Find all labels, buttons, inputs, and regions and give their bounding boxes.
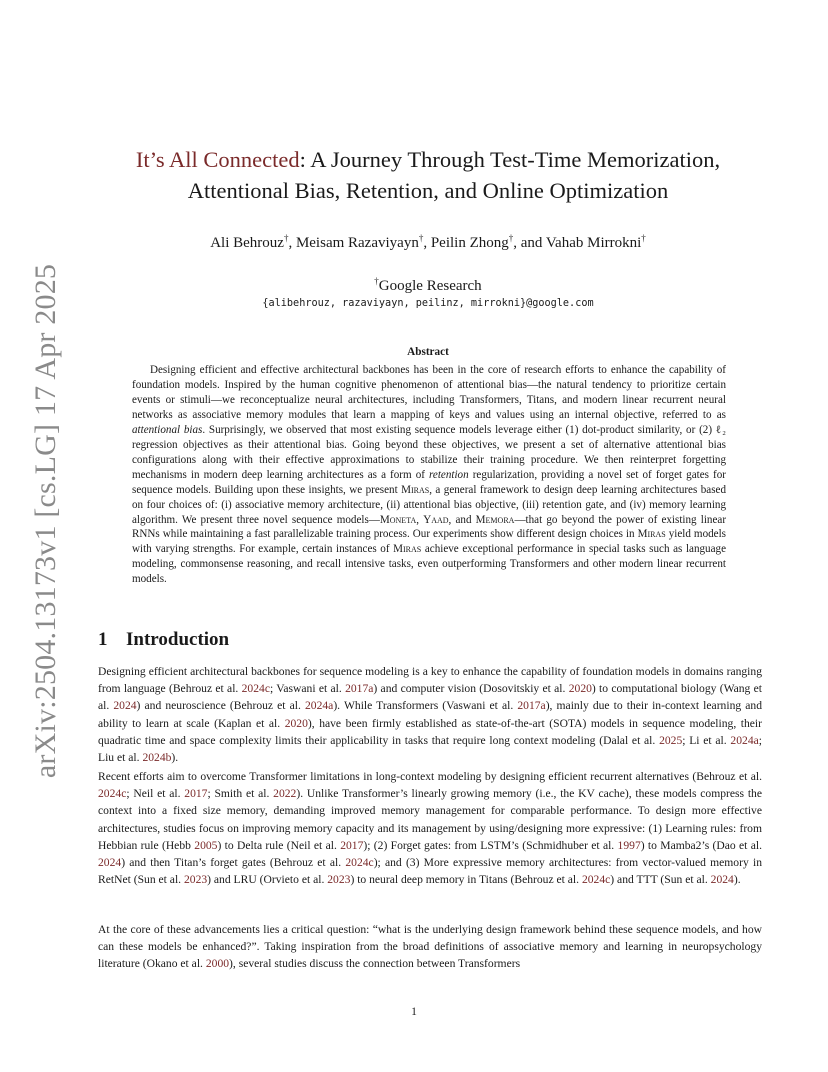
title-line1-rest: : A Journey Through Test-Time Memorization,: [299, 147, 721, 172]
citation-link[interactable]: 2022: [273, 787, 297, 801]
author-emails[interactable]: {alibehrouz, razaviyayn, peilinz, mirrokni}@google.com: [262, 298, 594, 309]
paragraph-text: ; Neil et al.: [126, 787, 185, 801]
citation-link[interactable]: 2017a: [345, 682, 374, 696]
paragraph-text: ).: [171, 751, 179, 765]
arxiv-identifier: [26, 263, 66, 779]
citation-link[interactable]: 2020: [284, 716, 308, 730]
citation-link[interactable]: 2024: [98, 856, 122, 870]
citation-link[interactable]: 2024: [113, 699, 137, 713]
affiliation: [98, 276, 758, 295]
paragraph-text: ); (2) Forget gates: from LSTM’s (Schmidhuber et al.: [363, 838, 618, 852]
abstract-body: [132, 363, 726, 587]
citation-link[interactable]: 2005: [194, 838, 218, 852]
author-separator: , and: [513, 235, 546, 251]
abstract-text: yield models with varying strengths. For example, certain instances of: [132, 528, 726, 556]
paragraph-text: ) to Mamba2’s (Dao et al.: [640, 838, 762, 852]
paragraph-text: ), several studies discuss the connection between Transformers: [229, 957, 521, 971]
citation-link[interactable]: 2020: [568, 682, 592, 696]
paper-title: [98, 144, 758, 206]
citation-link[interactable]: 2017a: [517, 699, 546, 713]
model-name: Memora: [475, 513, 515, 526]
abstract-text: , and: [448, 513, 476, 526]
paragraph-text: ) and then Titan’s forget gates (Behrouz et al.: [121, 856, 346, 870]
model-name: Miras: [393, 543, 422, 556]
abstract-emphasis: attentional bias: [132, 423, 203, 436]
citation-link[interactable]: 2024c: [241, 682, 270, 696]
paragraph-text: ). While Transformers (Vaswani et al.: [333, 699, 518, 713]
author-3: Peilin Zhong: [430, 235, 509, 251]
affiliation-name: Google Research: [378, 278, 482, 294]
citation-link[interactable]: 2023: [183, 873, 208, 887]
author-separator: ,: [423, 235, 431, 251]
model-name: Yaad: [423, 513, 449, 526]
paragraph-text: ; Vaswani et al.: [269, 682, 346, 696]
affiliation-mark: †: [418, 233, 424, 243]
title-line2: Attentional Bias, Retention, and Online Optimization: [187, 178, 669, 203]
paragraph-text: ) and neuroscience (Behrouz et al.: [136, 699, 305, 713]
abstract-text: achieve exceptional performance in special tasks such as language modeling, commonsense reasoning, and recall intensive tasks, even outperforming Transformers and other modern linear recurrent models.: [132, 543, 726, 586]
intro-paragraph-3: [98, 921, 762, 973]
affiliation-mark: †: [283, 233, 289, 243]
paragraph-text: ), mainly due to their in-context learning and ability to learn at scale (Kaplan et al.: [98, 699, 762, 730]
paragraph-text: ); and (3) More expressive memory architectures: from vector-valued memory in RetNet (Sun et al.: [98, 856, 762, 887]
citation-link[interactable]: 2024c: [581, 873, 611, 887]
abstract-text: ,: [416, 513, 424, 526]
paragraph-text: ; Liu et al.: [98, 733, 762, 765]
abstract-text: Designing efficient and effective architectural backbones has been in the core of research efforts to enhance the capability of foundation models. Inspired by the human cognitive phenomenon of attentional bias—the natural tendency to prioritize certain events or stimuli—we reconceptualize neural architectures, including Transformers, Titans, and modern linear recurrent neural networks as associative memory modules that learn a mapping of keys and values using an internal objective, referred to as: [132, 364, 726, 421]
citation-link[interactable]: 2024c: [345, 856, 374, 870]
paragraph-text: Recent efforts aim to overcome Transformer limitations in long-context modeling by designing efficient recurrent alternatives (Behrouz et al.: [98, 770, 762, 783]
section-heading: [98, 629, 229, 651]
paragraph-text: ; Li et al.: [682, 733, 731, 747]
citation-link[interactable]: 2025: [659, 733, 683, 747]
title-highlight-link[interactable]: It’s All Connected: [135, 147, 300, 172]
affiliation-mark: †: [641, 233, 646, 243]
page-number: 1: [411, 1005, 417, 1018]
intro-paragraph-1: [98, 663, 762, 766]
paragraph-text: ), have been firmly established as state-of-the-art (SOTA) models in sequence modeling, their quadratic time and space complexity limits their applicability in tasks that require long context modeling (Dalal et al.: [98, 716, 763, 747]
paragraph-text: Designing efficient architectural backbones for sequence modeling is a key to enhance the capability of foundation models in domains ranging from language (Behrouz et al.: [98, 665, 762, 696]
model-name: Moneta: [379, 513, 417, 526]
abstract-emphasis: retention: [429, 468, 469, 481]
paragraph-text: ) to Delta rule (Neil et al.: [217, 838, 341, 852]
abstract-text: regularization, providing a novel set of forget gates for sequence models. Building upon these insights, we present: [132, 468, 726, 496]
citation-link[interactable]: 2024: [710, 873, 734, 887]
paragraph-text: At the core of these advancements lies a critical question: “what is the underlying design framework behind these sequence models, and how can these models be enhanced?”. Taking inspiration from the broad definitions of associative memory and learning in neuropsychology literature (Okano et al.: [98, 923, 762, 971]
section-number: 1: [98, 629, 108, 650]
author-2: Meisam Razaviyayn: [295, 235, 419, 251]
affiliation-mark: †: [374, 276, 379, 286]
citation-link[interactable]: 2024a: [730, 733, 759, 747]
abstract-text: . Surprisingly, we observed that most existing sequence models leverage either (1) dot-product similarity, or (2) ℓ₂ regression objectives as their attentional bias. Going beyond these objectives, we present a set of alternative attentional bias configurations along with their effective approximations to stabilize their training procedure. We then reinterpret forgetting mechanisms in modern deep learning architectures as a form of: [132, 423, 726, 481]
affiliation-mark: †: [508, 233, 514, 243]
citation-link[interactable]: 2024c: [98, 787, 127, 801]
paragraph-text: ) to computational biology (Wang et al.: [98, 682, 762, 713]
citation-link[interactable]: 2024a: [304, 699, 334, 713]
arxiv-identifier-text: arXiv:2504.13173v1 [cs.LG] 17 Apr 2025: [29, 263, 62, 779]
citation-link[interactable]: 2024b: [142, 751, 172, 765]
citation-link[interactable]: 1997: [617, 838, 641, 852]
intro-paragraph-2: [98, 768, 762, 888]
paragraph-text: ) to neural deep memory in Titans (Behrouz et al.: [350, 873, 582, 887]
citation-link[interactable]: 2017: [340, 838, 364, 852]
author-separator: ,: [288, 235, 296, 251]
author-list: [98, 233, 758, 252]
paragraph-text: ) and LRU (Orvieto et al.: [207, 873, 328, 887]
paragraph-text: ) and TTT (Sun et al.: [610, 873, 711, 887]
citation-link[interactable]: 2017: [184, 787, 208, 801]
paragraph-text: ). Unlike Transformer’s linearly growing memory (i.e., the KV cache), these models compress the context into a fixed size memory, demanding improved memory management for comparable performance. To design more effective architectures, studies focus on improving memory capacity and its management by using/designing more expressive: (1) Learning rules: from Hebbian rule (Hebb: [98, 787, 762, 852]
model-name: Miras: [637, 528, 666, 541]
paragraph-text: ).: [733, 873, 741, 887]
citation-link[interactable]: 2023: [327, 873, 351, 887]
abstract-text: , a general framework to design deep learning architectures based on four choices of: (i) associative memory architecture, (ii) attentional bias objective, (iii) retention gate, and (iv) memory learning algorithm. We present three novel sequence models—: [132, 483, 726, 526]
citation-link[interactable]: 2000: [205, 957, 230, 971]
abstract-text: —that go beyond the power of existing linear RNNs while maintaining a fast parallelizable training process. Our experiments show different design choices in: [132, 513, 727, 541]
model-name: Miras: [401, 483, 430, 496]
paragraph-text: ) and computer vision (Dosovitskiy et al.: [373, 682, 569, 696]
paragraph-text: ; Smith et al.: [207, 787, 274, 801]
abstract-heading: Abstract: [407, 346, 449, 358]
author-4: Vahab Mirrokni: [545, 235, 642, 251]
section-title: Introduction: [126, 629, 230, 650]
author-1: Ali Behrouz: [210, 235, 284, 251]
